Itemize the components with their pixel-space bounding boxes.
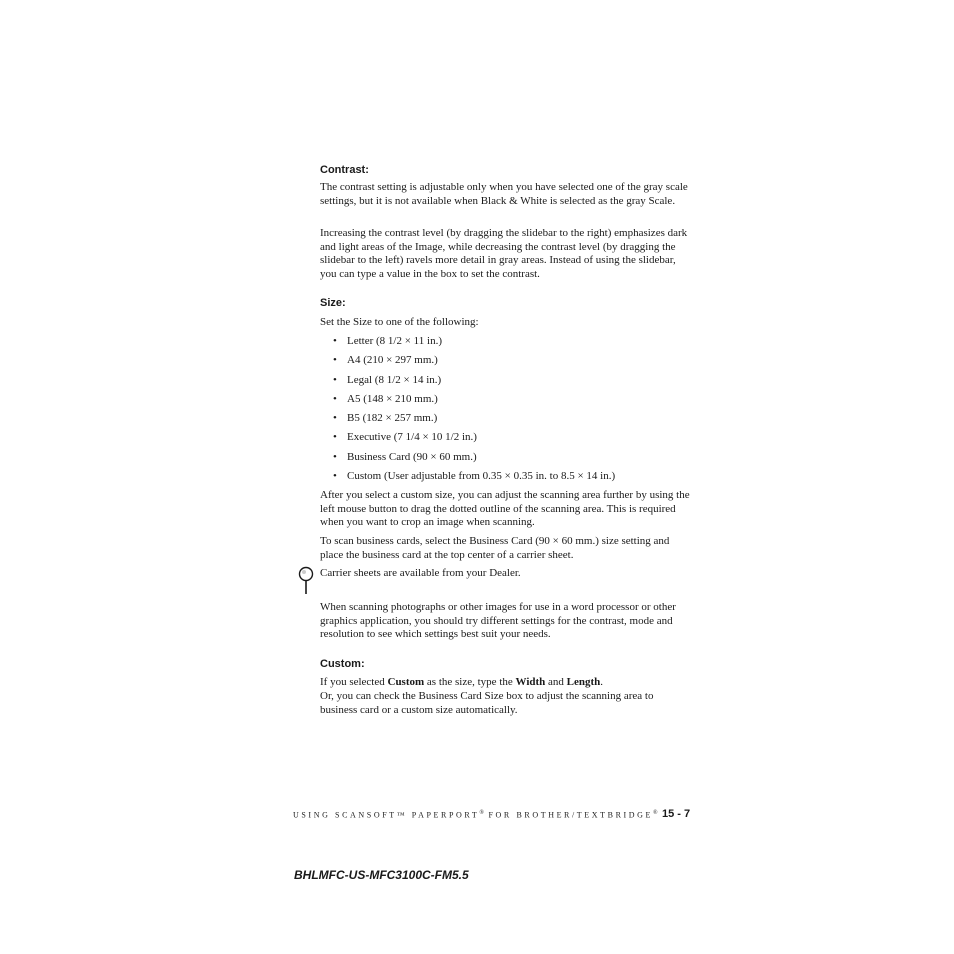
- width-term: Width: [515, 676, 546, 688]
- size-option-item: [331, 393, 615, 412]
- size-option-label: A5 (148 × 210 mm.): [347, 392, 438, 405]
- size-option-label: Custom (User adjustable from 0.35 × 0.35 in. to 8.5 × 14 in.): [347, 470, 616, 483]
- size-option-item: [331, 354, 615, 373]
- custom-paragraph-2: Or, you can check the Business Card Size box to adjust the scanning area to business card or a custom size automatically.: [320, 690, 654, 716]
- bullet: •: [333, 354, 337, 367]
- custom-term: Custom: [387, 676, 425, 688]
- size-option-item: [331, 451, 615, 470]
- photos-paragraph: When scanning photographs or other images for use in a word processor or other graphics application, you should try different settings for the contrast, mode and resolution to see which settings best suit your needs.: [320, 601, 676, 641]
- bullet: •: [333, 335, 337, 347]
- size-option-label: Legal (8 1/2 × 14 in.): [347, 373, 442, 386]
- size-option-label: Executive (7 1/4 × 10 1/2 in.): [347, 431, 477, 444]
- custom-paragraph-1: If you selected Custom as the size, type the Width and Length.: [320, 676, 604, 688]
- bullet: •: [333, 431, 337, 444]
- running-footer: USING SCANSOFT™ PAPERPORT® FOR BROTHER/TEXTBRIDGE®: [293, 810, 658, 820]
- pin-note-icon: [298, 566, 316, 596]
- size-intro: Set the Size to one of the following:: [320, 316, 479, 328]
- size-option-item: [331, 374, 615, 393]
- size-option-item: [331, 335, 615, 354]
- contrast-paragraph-1: The contrast setting is adjustable only when you have selected one of the gray scale settings, but it is not available when Black & White is selected as the gray Scale.: [320, 181, 688, 207]
- custom-heading: Custom:: [320, 658, 365, 670]
- business-card-paragraph: To scan business cards, select the Business Card (90 × 60 mm.) size setting and place the business card at the top center of a carrier sheet.: [320, 535, 670, 561]
- size-options-list: [331, 335, 615, 489]
- custom-size-paragraph: After you select a custom size, you can adjust the scanning area further by using the left mouse button to drag the dotted outline of the scanning area. This is required when you want to crop an image when scanning.: [320, 489, 690, 529]
- size-option-label: B5 (182 × 257 mm.): [347, 412, 438, 425]
- length-term: Length: [566, 676, 601, 688]
- size-option-item: [331, 470, 615, 489]
- size-option-item: [331, 412, 615, 431]
- size-option-item: [331, 431, 615, 450]
- bullet: •: [333, 412, 337, 425]
- size-heading: Size:: [320, 297, 346, 309]
- note-text: Carrier sheets are available from your Dealer.: [320, 567, 521, 579]
- page-number: 15 - 7: [662, 808, 691, 820]
- contrast-paragraph-2: Increasing the contrast level (by dragging the slidebar to the right) emphasizes dark and light areas of the Image, while decreasing the contrast level (by dragging the slidebar to the left) ravels more detail in gray areas. Instead of using the slidebar, you can type a value in the box to set the contrast.: [320, 227, 688, 280]
- size-option-label: Business Card (90 × 60 mm.): [347, 450, 477, 463]
- bullet: •: [333, 373, 337, 386]
- document-code: BHLMFC-US-MFC3100C-FM5.5: [294, 868, 469, 882]
- contrast-heading: Contrast:: [320, 164, 369, 176]
- bullet: •: [333, 450, 337, 463]
- size-option-label: A4 (210 × 297 mm.): [347, 354, 438, 367]
- bullet: •: [333, 470, 337, 483]
- size-option-label: Letter (8 1/2 × 11 in.): [347, 335, 442, 347]
- bullet: •: [333, 392, 337, 405]
